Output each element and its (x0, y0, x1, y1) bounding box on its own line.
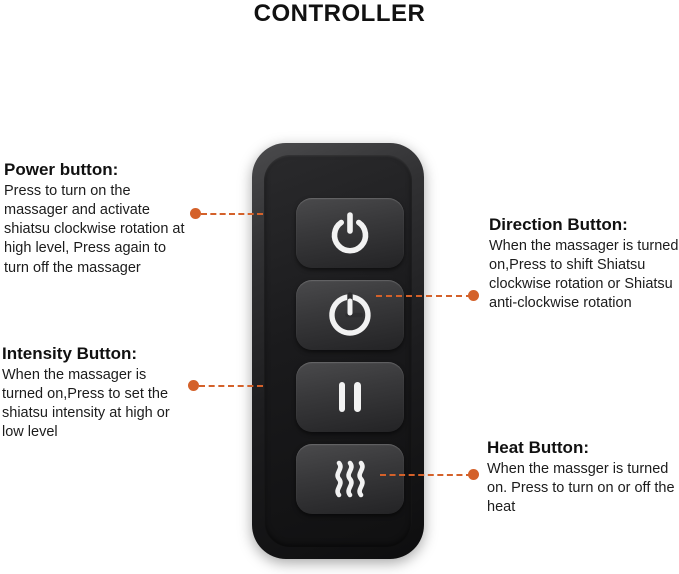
callout-heat-body: When the massger is turned on. Press to turn on or off the heat (487, 461, 675, 516)
leader-dot-direction (468, 290, 479, 301)
callout-power (4, 160, 194, 278)
power-button[interactable] (296, 198, 404, 268)
callout-heat (487, 438, 679, 517)
remote-inner-panel (264, 155, 412, 547)
page-title: CONTROLLER (253, 0, 426, 27)
callout-intensity (2, 344, 182, 443)
leader-dot-intensity (188, 380, 199, 391)
heat-button[interactable] (296, 444, 404, 514)
two-bars-icon (330, 376, 370, 418)
rotation-arrow-icon (327, 292, 373, 338)
leader-line-direction (376, 295, 472, 297)
callout-direction-body: When the massager is turned on,Press to shift Shiatsu clockwise rotation or Shiatsu anti-clockwise rotation (489, 238, 679, 312)
heat-waves-icon (327, 456, 373, 502)
leader-dot-heat (468, 469, 479, 480)
direction-button[interactable] (296, 280, 404, 350)
intensity-button[interactable] (296, 362, 404, 432)
remote-body (252, 143, 424, 559)
callout-power-body: Press to turn on the massager and activate shiatsu clockwise rotation at high level, Press again to turn off the massager (4, 183, 185, 276)
callout-direction (489, 215, 679, 314)
callout-power-heading: Power button: (4, 160, 119, 179)
power-icon (327, 210, 373, 256)
callout-intensity-body: When the massager is turned on,Press to set the shiatsu intensity at high or low level (2, 367, 170, 441)
callout-direction-heading: Direction Button: (489, 215, 628, 234)
leader-line-heat (380, 474, 472, 476)
leader-line-power (201, 213, 263, 215)
callout-heat-heading: Heat Button: (487, 438, 589, 457)
leader-line-intensity (199, 385, 263, 387)
callout-intensity-heading: Intensity Button: (2, 344, 138, 363)
